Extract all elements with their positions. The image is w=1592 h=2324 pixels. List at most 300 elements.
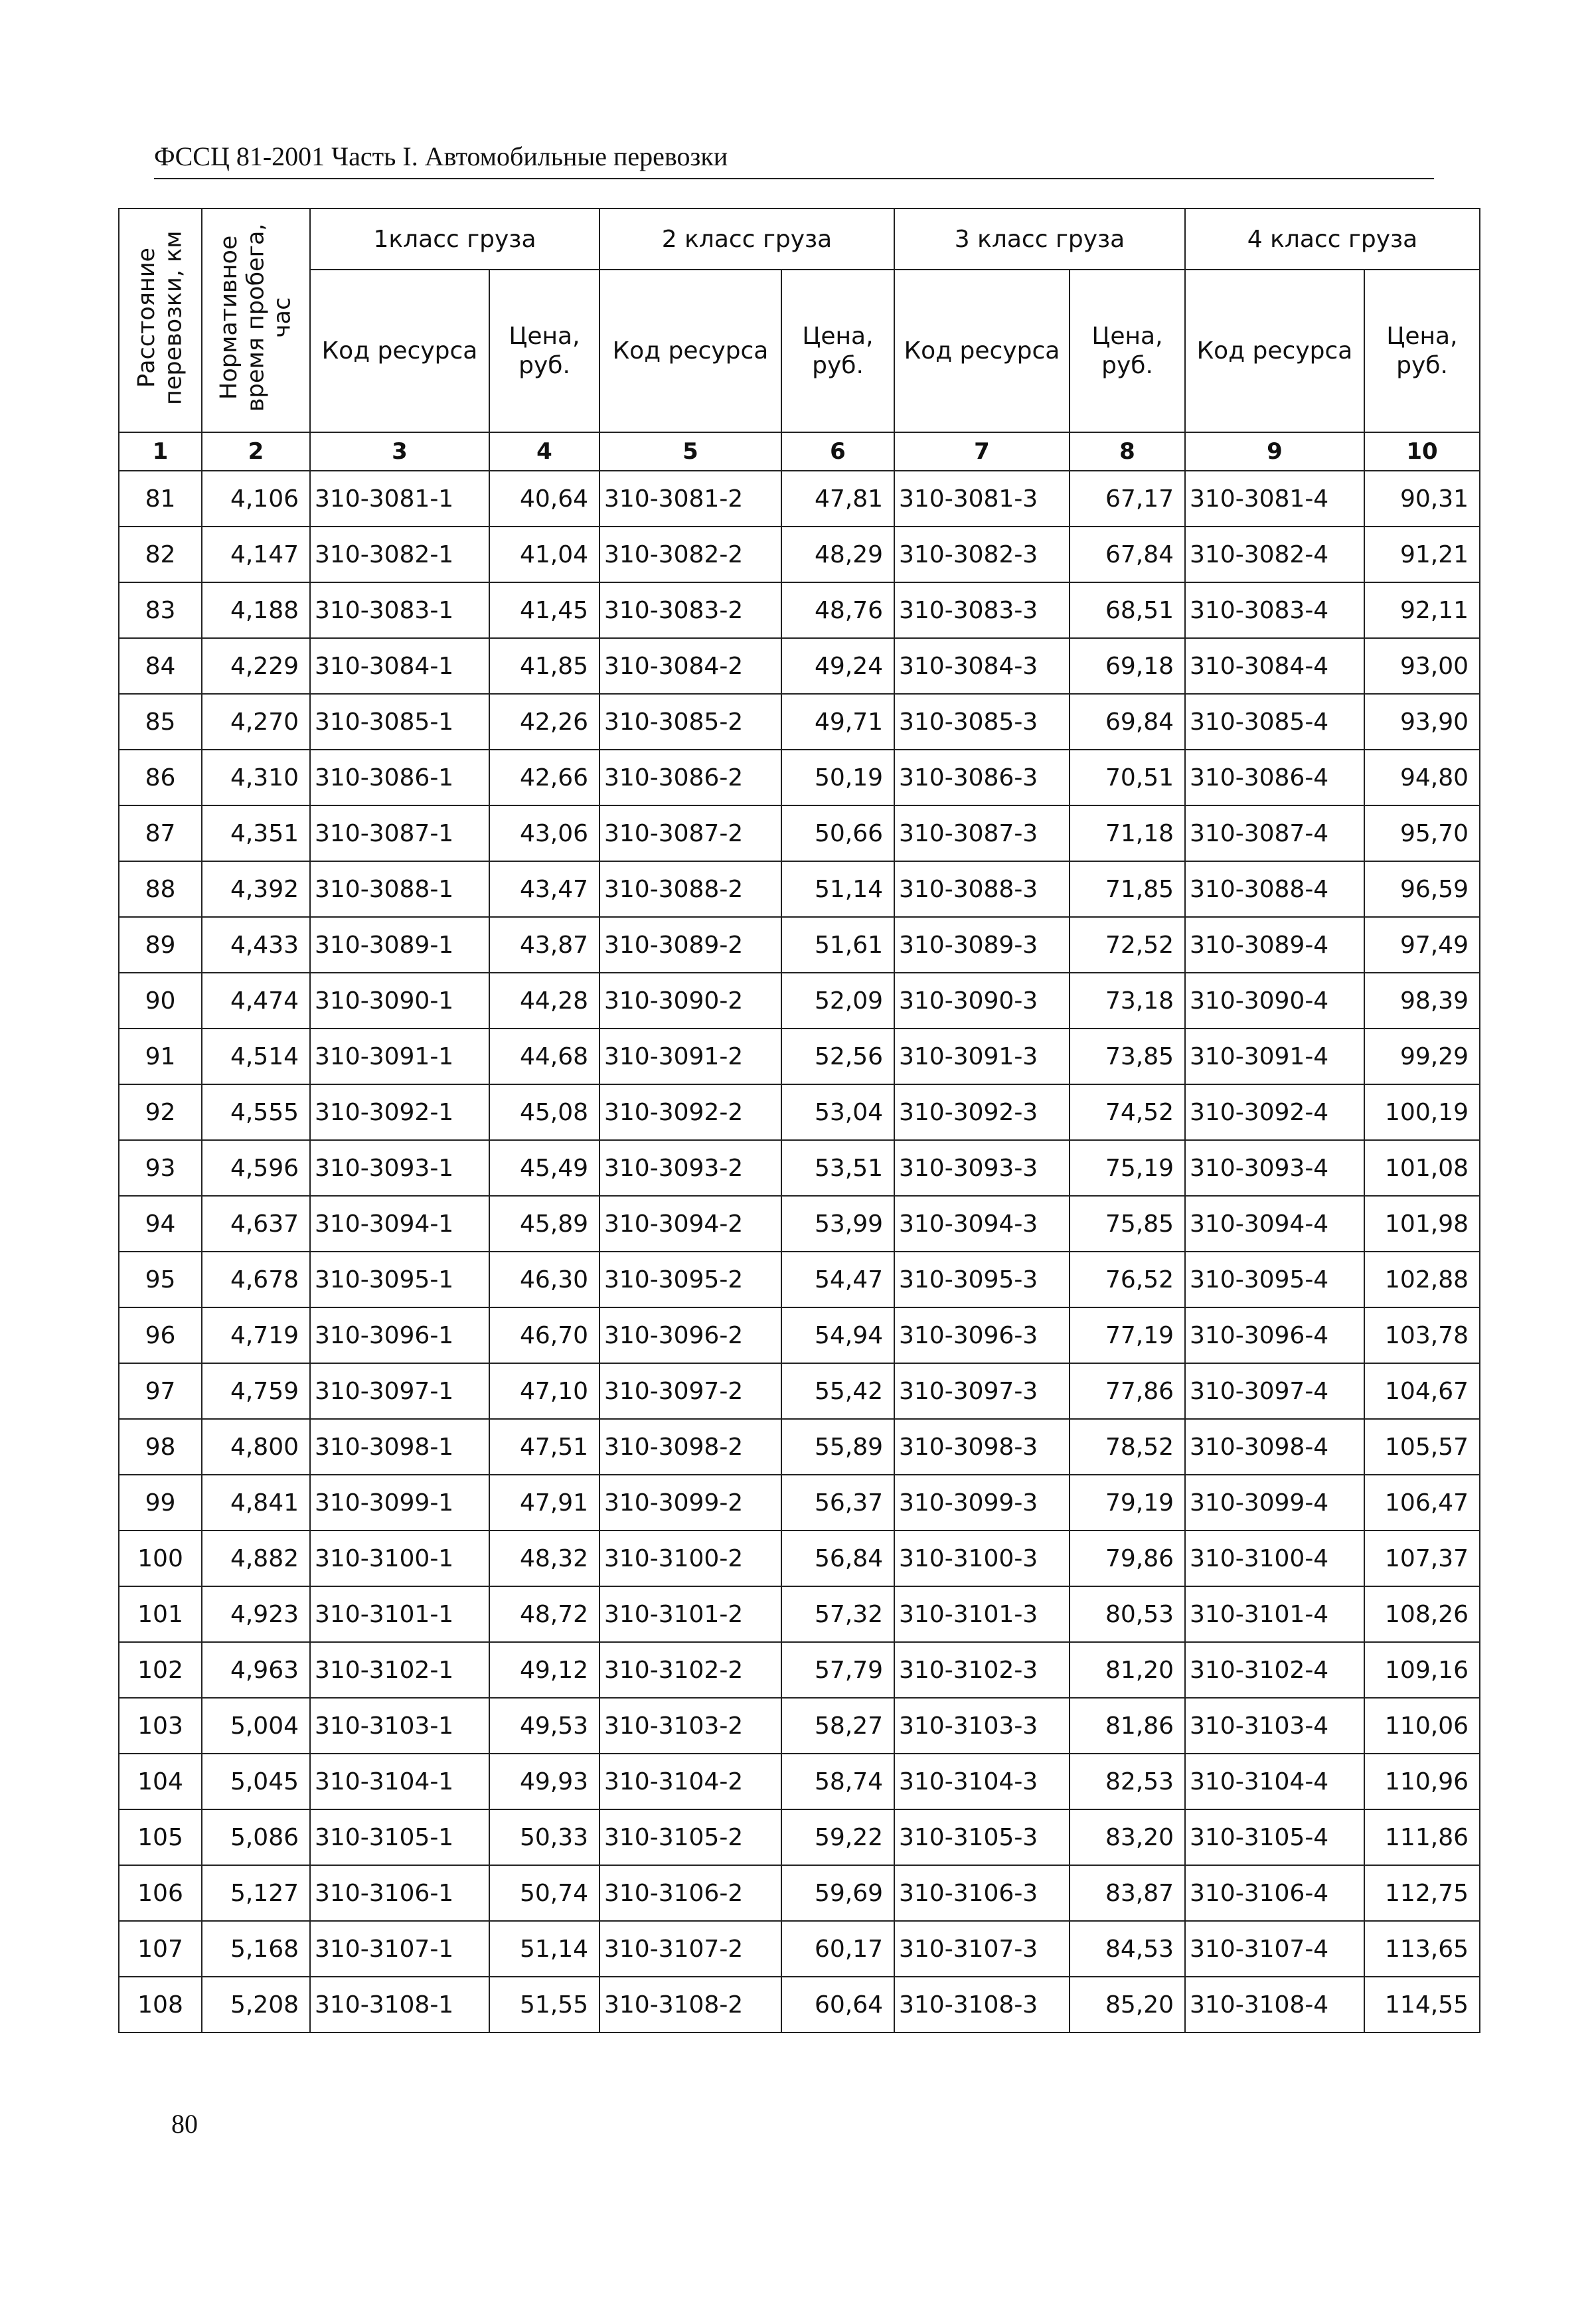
header-time (202, 208, 310, 432)
cell-price-4: 112,75 (1364, 1865, 1480, 1921)
table-row (119, 1084, 1480, 1140)
cell-price-3: 83,20 (1070, 1809, 1185, 1865)
cell-code-2: 310-3083-2 (599, 582, 781, 638)
cell-code-2: 310-3082-2 (599, 527, 781, 582)
cell-price-2: 51,14 (781, 861, 894, 917)
cell-price-3: 71,18 (1070, 805, 1185, 861)
cell-price-4: 93,00 (1364, 638, 1480, 694)
cell-code-4: 310-3096-4 (1185, 1307, 1364, 1363)
cell-code-3: 310-3104-3 (894, 1754, 1070, 1809)
cell-price-1: 46,30 (489, 1252, 599, 1307)
cell-price-3: 72,52 (1070, 917, 1185, 973)
cell-price-4: 90,31 (1364, 471, 1480, 527)
cell-price-3: 69,84 (1070, 694, 1185, 750)
cell-price-3: 85,20 (1070, 1977, 1185, 2033)
cell-price-2: 53,04 (781, 1084, 894, 1140)
cell-code-1: 310-3083-1 (310, 582, 489, 638)
cell-code-4: 310-3084-4 (1185, 638, 1364, 694)
cell-distance: 101 (119, 1586, 202, 1642)
cell-code-1: 310-3093-1 (310, 1140, 489, 1196)
cell-distance: 90 (119, 973, 202, 1029)
cell-code-4: 310-3092-4 (1185, 1084, 1364, 1140)
cell-time: 4,474 (202, 973, 310, 1029)
cell-time: 4,637 (202, 1196, 310, 1252)
cell-price-1: 51,55 (489, 1977, 599, 2033)
cell-time: 4,719 (202, 1307, 310, 1363)
cell-distance: 83 (119, 582, 202, 638)
cell-code-4: 310-3105-4 (1185, 1809, 1364, 1865)
cell-code-2: 310-3106-2 (599, 1865, 781, 1921)
cell-price-2: 53,51 (781, 1140, 894, 1196)
cell-price-2: 55,42 (781, 1363, 894, 1419)
cell-code-4: 310-3088-4 (1185, 861, 1364, 917)
cell-time: 4,392 (202, 861, 310, 917)
cell-code-1: 310-3108-1 (310, 1977, 489, 2033)
cell-price-4: 99,29 (1364, 1029, 1480, 1084)
cell-code-3: 310-3093-3 (894, 1140, 1070, 1196)
cell-time: 4,841 (202, 1475, 310, 1531)
header-time-label: Нормативное время пробега, час (216, 223, 296, 412)
cell-code-3: 310-3099-3 (894, 1475, 1070, 1531)
header-class-2: 2 класс груза (599, 208, 894, 270)
header-price (1070, 270, 1185, 432)
cell-distance: 98 (119, 1419, 202, 1475)
cell-code-4: 310-3098-4 (1185, 1419, 1364, 1475)
cell-code-2: 310-3089-2 (599, 917, 781, 973)
cell-price-2: 48,29 (781, 527, 894, 582)
cell-code-4: 310-3083-4 (1185, 582, 1364, 638)
cell-price-1: 42,26 (489, 694, 599, 750)
cell-code-1: 310-3086-1 (310, 750, 489, 805)
cell-code-2: 310-3101-2 (599, 1586, 781, 1642)
cell-code-1: 310-3107-1 (310, 1921, 489, 1977)
cell-price-2: 55,89 (781, 1419, 894, 1475)
cell-code-2: 310-3104-2 (599, 1754, 781, 1809)
column-number: 7 (894, 432, 1070, 471)
table-row (119, 1642, 1480, 1698)
cell-code-3: 310-3103-3 (894, 1698, 1070, 1754)
cell-code-3: 310-3108-3 (894, 1977, 1070, 2033)
cell-price-4: 94,80 (1364, 750, 1480, 805)
cell-price-2: 49,24 (781, 638, 894, 694)
cell-distance: 94 (119, 1196, 202, 1252)
table-row (119, 582, 1480, 638)
cell-price-2: 58,74 (781, 1754, 894, 1809)
cell-time: 5,127 (202, 1865, 310, 1921)
table-row (119, 1921, 1480, 1977)
cell-code-4: 310-3107-4 (1185, 1921, 1364, 1977)
table-row (119, 471, 1480, 527)
cell-price-1: 49,53 (489, 1698, 599, 1754)
cell-code-2: 310-3103-2 (599, 1698, 781, 1754)
cell-distance: 95 (119, 1252, 202, 1307)
cell-code-2: 310-3107-2 (599, 1921, 781, 1977)
cell-code-2: 310-3086-2 (599, 750, 781, 805)
cell-code-3: 310-3105-3 (894, 1809, 1070, 1865)
cell-price-1: 41,04 (489, 527, 599, 582)
cell-price-3: 77,86 (1070, 1363, 1185, 1419)
cell-code-4: 310-3100-4 (1185, 1531, 1364, 1586)
cell-price-2: 60,64 (781, 1977, 894, 2033)
cell-price-4: 114,55 (1364, 1977, 1480, 2033)
table-row (119, 1029, 1480, 1084)
cell-code-2: 310-3096-2 (599, 1307, 781, 1363)
cell-code-3: 310-3096-3 (894, 1307, 1070, 1363)
cell-price-1: 46,70 (489, 1307, 599, 1363)
cell-price-2: 56,37 (781, 1475, 894, 1531)
cell-code-2: 310-3084-2 (599, 638, 781, 694)
cell-time: 4,555 (202, 1084, 310, 1140)
cell-price-4: 95,70 (1364, 805, 1480, 861)
cell-distance: 99 (119, 1475, 202, 1531)
cell-code-3: 310-3097-3 (894, 1363, 1070, 1419)
cell-price-4: 96,59 (1364, 861, 1480, 917)
cell-time: 5,004 (202, 1698, 310, 1754)
cell-price-3: 75,85 (1070, 1196, 1185, 1252)
cell-code-1: 310-3082-1 (310, 527, 489, 582)
cell-code-1: 310-3088-1 (310, 861, 489, 917)
cell-code-3: 310-3087-3 (894, 805, 1070, 861)
cell-code-2: 310-3095-2 (599, 1252, 781, 1307)
cell-code-4: 310-3094-4 (1185, 1196, 1364, 1252)
header-class-4: 4 класс груза (1185, 208, 1480, 270)
cell-distance: 100 (119, 1531, 202, 1586)
cell-time: 4,759 (202, 1363, 310, 1419)
cell-price-2: 50,19 (781, 750, 894, 805)
cell-price-1: 40,64 (489, 471, 599, 527)
cell-price-1: 49,12 (489, 1642, 599, 1698)
table-row (119, 973, 1480, 1029)
cell-price-4: 101,08 (1364, 1140, 1480, 1196)
cell-code-4: 310-3102-4 (1185, 1642, 1364, 1698)
cell-price-1: 51,14 (489, 1921, 599, 1977)
cell-time: 4,229 (202, 638, 310, 694)
cell-price-4: 102,88 (1364, 1252, 1480, 1307)
table-row (119, 1196, 1480, 1252)
cell-price-4: 101,98 (1364, 1196, 1480, 1252)
cell-code-3: 310-3095-3 (894, 1252, 1070, 1307)
header-code: Код ресурса (894, 270, 1070, 432)
cell-code-2: 310-3108-2 (599, 1977, 781, 2033)
cell-code-4: 310-3087-4 (1185, 805, 1364, 861)
cell-code-2: 310-3085-2 (599, 694, 781, 750)
table-row (119, 527, 1480, 582)
header-rule (154, 178, 1434, 179)
cell-price-2: 52,09 (781, 973, 894, 1029)
cell-time: 4,270 (202, 694, 310, 750)
header-price (1364, 270, 1480, 432)
cell-distance: 107 (119, 1921, 202, 1977)
cell-price-4: 111,86 (1364, 1809, 1480, 1865)
cell-price-2: 54,47 (781, 1252, 894, 1307)
table-row (119, 1475, 1480, 1531)
cell-code-3: 310-3084-3 (894, 638, 1070, 694)
cell-code-3: 310-3088-3 (894, 861, 1070, 917)
cell-code-2: 310-3097-2 (599, 1363, 781, 1419)
cell-price-3: 81,20 (1070, 1642, 1185, 1698)
cell-price-2: 50,66 (781, 805, 894, 861)
cell-time: 4,800 (202, 1419, 310, 1475)
cell-price-4: 108,26 (1364, 1586, 1480, 1642)
cell-price-3: 79,86 (1070, 1531, 1185, 1586)
column-number: 3 (310, 432, 489, 471)
cell-price-1: 47,51 (489, 1419, 599, 1475)
column-number: 1 (119, 432, 202, 471)
cell-code-2: 310-3087-2 (599, 805, 781, 861)
cell-price-1: 43,47 (489, 861, 599, 917)
cell-distance: 91 (119, 1029, 202, 1084)
cell-price-1: 41,85 (489, 638, 599, 694)
cell-code-4: 310-3082-4 (1185, 527, 1364, 582)
cell-price-1: 43,87 (489, 917, 599, 973)
cell-price-4: 110,06 (1364, 1698, 1480, 1754)
cell-code-3: 310-3098-3 (894, 1419, 1070, 1475)
cell-price-1: 49,93 (489, 1754, 599, 1809)
cell-code-2: 310-3091-2 (599, 1029, 781, 1084)
table-row (119, 694, 1480, 750)
cell-time: 5,168 (202, 1921, 310, 1977)
cell-price-4: 113,65 (1364, 1921, 1480, 1977)
cell-code-3: 310-3091-3 (894, 1029, 1070, 1084)
cell-code-2: 310-3102-2 (599, 1642, 781, 1698)
cell-code-4: 310-3095-4 (1185, 1252, 1364, 1307)
cell-distance: 85 (119, 694, 202, 750)
cell-code-3: 310-3094-3 (894, 1196, 1070, 1252)
table-row (119, 1363, 1480, 1419)
header-distance-label: Расстояние перевозки, км (133, 230, 187, 405)
cell-price-3: 70,51 (1070, 750, 1185, 805)
table-row (119, 1865, 1480, 1921)
header-code: Код ресурса (1185, 270, 1364, 432)
cell-code-2: 310-3098-2 (599, 1419, 781, 1475)
cell-code-1: 310-3090-1 (310, 973, 489, 1029)
cell-code-4: 310-3086-4 (1185, 750, 1364, 805)
cell-price-3: 74,52 (1070, 1084, 1185, 1140)
page-header-title: ФССЦ 81-2001 Часть I. Автомобильные перевозки (154, 141, 728, 171)
cell-price-1: 47,91 (489, 1475, 599, 1531)
cell-price-4: 93,90 (1364, 694, 1480, 750)
header-code: Код ресурса (599, 270, 781, 432)
cell-distance: 92 (119, 1084, 202, 1140)
cell-price-1: 42,66 (489, 750, 599, 805)
cell-code-4: 310-3099-4 (1185, 1475, 1364, 1531)
cell-price-4: 109,16 (1364, 1642, 1480, 1698)
cell-code-3: 310-3107-3 (894, 1921, 1070, 1977)
cell-code-2: 310-3100-2 (599, 1531, 781, 1586)
price-table-container (118, 208, 1480, 2033)
cell-price-3: 83,87 (1070, 1865, 1185, 1921)
column-number: 2 (202, 432, 310, 471)
cell-code-3: 310-3090-3 (894, 973, 1070, 1029)
table-row (119, 1754, 1480, 1809)
cell-code-1: 310-3096-1 (310, 1307, 489, 1363)
cell-price-1: 44,68 (489, 1029, 599, 1084)
cell-time: 4,106 (202, 471, 310, 527)
cell-code-4: 310-3089-4 (1185, 917, 1364, 973)
cell-price-4: 100,19 (1364, 1084, 1480, 1140)
cell-price-3: 73,18 (1070, 973, 1185, 1029)
cell-price-4: 103,78 (1364, 1307, 1480, 1363)
cell-distance: 103 (119, 1698, 202, 1754)
cell-code-4: 310-3081-4 (1185, 471, 1364, 527)
cell-code-4: 310-3090-4 (1185, 973, 1364, 1029)
column-number: 10 (1364, 432, 1480, 471)
cell-code-4: 310-3106-4 (1185, 1865, 1364, 1921)
cell-code-1: 310-3103-1 (310, 1698, 489, 1754)
cell-price-4: 107,37 (1364, 1531, 1480, 1586)
cell-code-4: 310-3091-4 (1185, 1029, 1364, 1084)
cell-code-3: 310-3083-3 (894, 582, 1070, 638)
header-price-label: Цена, руб. (802, 323, 874, 379)
cell-price-2: 59,69 (781, 1865, 894, 1921)
cell-code-1: 310-3095-1 (310, 1252, 489, 1307)
cell-distance: 81 (119, 471, 202, 527)
price-table (118, 208, 1480, 2033)
table-body (119, 471, 1480, 2033)
cell-price-1: 48,72 (489, 1586, 599, 1642)
cell-code-1: 310-3094-1 (310, 1196, 489, 1252)
cell-code-3: 310-3100-3 (894, 1531, 1070, 1586)
cell-code-1: 310-3087-1 (310, 805, 489, 861)
cell-distance: 105 (119, 1809, 202, 1865)
cell-code-3: 310-3101-3 (894, 1586, 1070, 1642)
table-row (119, 638, 1480, 694)
page-number: 80 (171, 2109, 198, 2139)
cell-distance: 86 (119, 750, 202, 805)
cell-code-1: 310-3098-1 (310, 1419, 489, 1475)
cell-price-1: 41,45 (489, 582, 599, 638)
cell-distance: 87 (119, 805, 202, 861)
cell-price-3: 81,86 (1070, 1698, 1185, 1754)
cell-price-3: 67,17 (1070, 471, 1185, 527)
cell-price-1: 50,74 (489, 1865, 599, 1921)
cell-price-4: 110,96 (1364, 1754, 1480, 1809)
cell-price-2: 57,32 (781, 1586, 894, 1642)
cell-price-4: 104,67 (1364, 1363, 1480, 1419)
table-row (119, 861, 1480, 917)
cell-time: 4,351 (202, 805, 310, 861)
header-code: Код ресурса (310, 270, 489, 432)
cell-price-4: 106,47 (1364, 1475, 1480, 1531)
cell-time: 4,882 (202, 1531, 310, 1586)
cell-price-3: 78,52 (1070, 1419, 1185, 1475)
cell-distance: 97 (119, 1363, 202, 1419)
cell-time: 4,147 (202, 527, 310, 582)
cell-code-1: 310-3100-1 (310, 1531, 489, 1586)
table-row (119, 1809, 1480, 1865)
cell-code-2: 310-3099-2 (599, 1475, 781, 1531)
cell-code-4: 310-3097-4 (1185, 1363, 1364, 1419)
column-number: 5 (599, 432, 781, 471)
cell-code-2: 310-3090-2 (599, 973, 781, 1029)
cell-code-1: 310-3091-1 (310, 1029, 489, 1084)
cell-code-1: 310-3089-1 (310, 917, 489, 973)
cell-price-4: 98,39 (1364, 973, 1480, 1029)
header-price (489, 270, 599, 432)
cell-code-3: 310-3106-3 (894, 1865, 1070, 1921)
cell-time: 5,086 (202, 1809, 310, 1865)
cell-price-2: 53,99 (781, 1196, 894, 1252)
cell-price-4: 91,21 (1364, 527, 1480, 582)
cell-price-2: 54,94 (781, 1307, 894, 1363)
cell-price-3: 71,85 (1070, 861, 1185, 917)
cell-code-1: 310-3101-1 (310, 1586, 489, 1642)
cell-code-1: 310-3092-1 (310, 1084, 489, 1140)
cell-time: 4,433 (202, 917, 310, 973)
cell-distance: 106 (119, 1865, 202, 1921)
cell-price-3: 77,19 (1070, 1307, 1185, 1363)
cell-distance: 96 (119, 1307, 202, 1363)
cell-price-2: 56,84 (781, 1531, 894, 1586)
cell-price-3: 76,52 (1070, 1252, 1185, 1307)
cell-price-1: 47,10 (489, 1363, 599, 1419)
cell-code-3: 310-3082-3 (894, 527, 1070, 582)
cell-time: 4,923 (202, 1586, 310, 1642)
cell-price-3: 73,85 (1070, 1029, 1185, 1084)
cell-distance: 104 (119, 1754, 202, 1809)
cell-time: 4,963 (202, 1642, 310, 1698)
cell-time: 4,310 (202, 750, 310, 805)
cell-code-1: 310-3106-1 (310, 1865, 489, 1921)
cell-distance: 93 (119, 1140, 202, 1196)
header-price-label: Цена, руб. (1386, 323, 1458, 379)
cell-code-1: 310-3104-1 (310, 1754, 489, 1809)
cell-code-4: 310-3101-4 (1185, 1586, 1364, 1642)
cell-price-3: 75,19 (1070, 1140, 1185, 1196)
cell-distance: 88 (119, 861, 202, 917)
cell-time: 4,188 (202, 582, 310, 638)
cell-code-4: 310-3093-4 (1185, 1140, 1364, 1196)
table-row (119, 1252, 1480, 1307)
cell-price-3: 79,19 (1070, 1475, 1185, 1531)
cell-time: 5,045 (202, 1754, 310, 1809)
header-class-3: 3 класс груза (894, 208, 1185, 270)
cell-distance: 108 (119, 1977, 202, 2033)
cell-time: 5,208 (202, 1977, 310, 2033)
column-number: 8 (1070, 432, 1185, 471)
cell-price-2: 52,56 (781, 1029, 894, 1084)
cell-time: 4,514 (202, 1029, 310, 1084)
table-row (119, 1977, 1480, 2033)
cell-price-1: 45,49 (489, 1140, 599, 1196)
cell-code-3: 310-3085-3 (894, 694, 1070, 750)
cell-price-4: 92,11 (1364, 582, 1480, 638)
cell-code-4: 310-3108-4 (1185, 1977, 1364, 2033)
cell-price-3: 82,53 (1070, 1754, 1185, 1809)
cell-code-1: 310-3084-1 (310, 638, 489, 694)
cell-distance: 84 (119, 638, 202, 694)
cell-code-2: 310-3105-2 (599, 1809, 781, 1865)
cell-code-1: 310-3099-1 (310, 1475, 489, 1531)
table-row (119, 1531, 1480, 1586)
cell-code-2: 310-3092-2 (599, 1084, 781, 1140)
cell-code-4: 310-3104-4 (1185, 1754, 1364, 1809)
cell-price-1: 44,28 (489, 973, 599, 1029)
table-row (119, 805, 1480, 861)
cell-time: 4,596 (202, 1140, 310, 1196)
header-distance (119, 208, 202, 432)
cell-price-2: 58,27 (781, 1698, 894, 1754)
table-row (119, 1698, 1480, 1754)
table-row (119, 1307, 1480, 1363)
table-row (119, 1586, 1480, 1642)
cell-price-4: 105,57 (1364, 1419, 1480, 1475)
cell-code-3: 310-3092-3 (894, 1084, 1070, 1140)
table-row (119, 917, 1480, 973)
cell-code-1: 310-3105-1 (310, 1809, 489, 1865)
cell-code-3: 310-3081-3 (894, 471, 1070, 527)
table-row (119, 1419, 1480, 1475)
